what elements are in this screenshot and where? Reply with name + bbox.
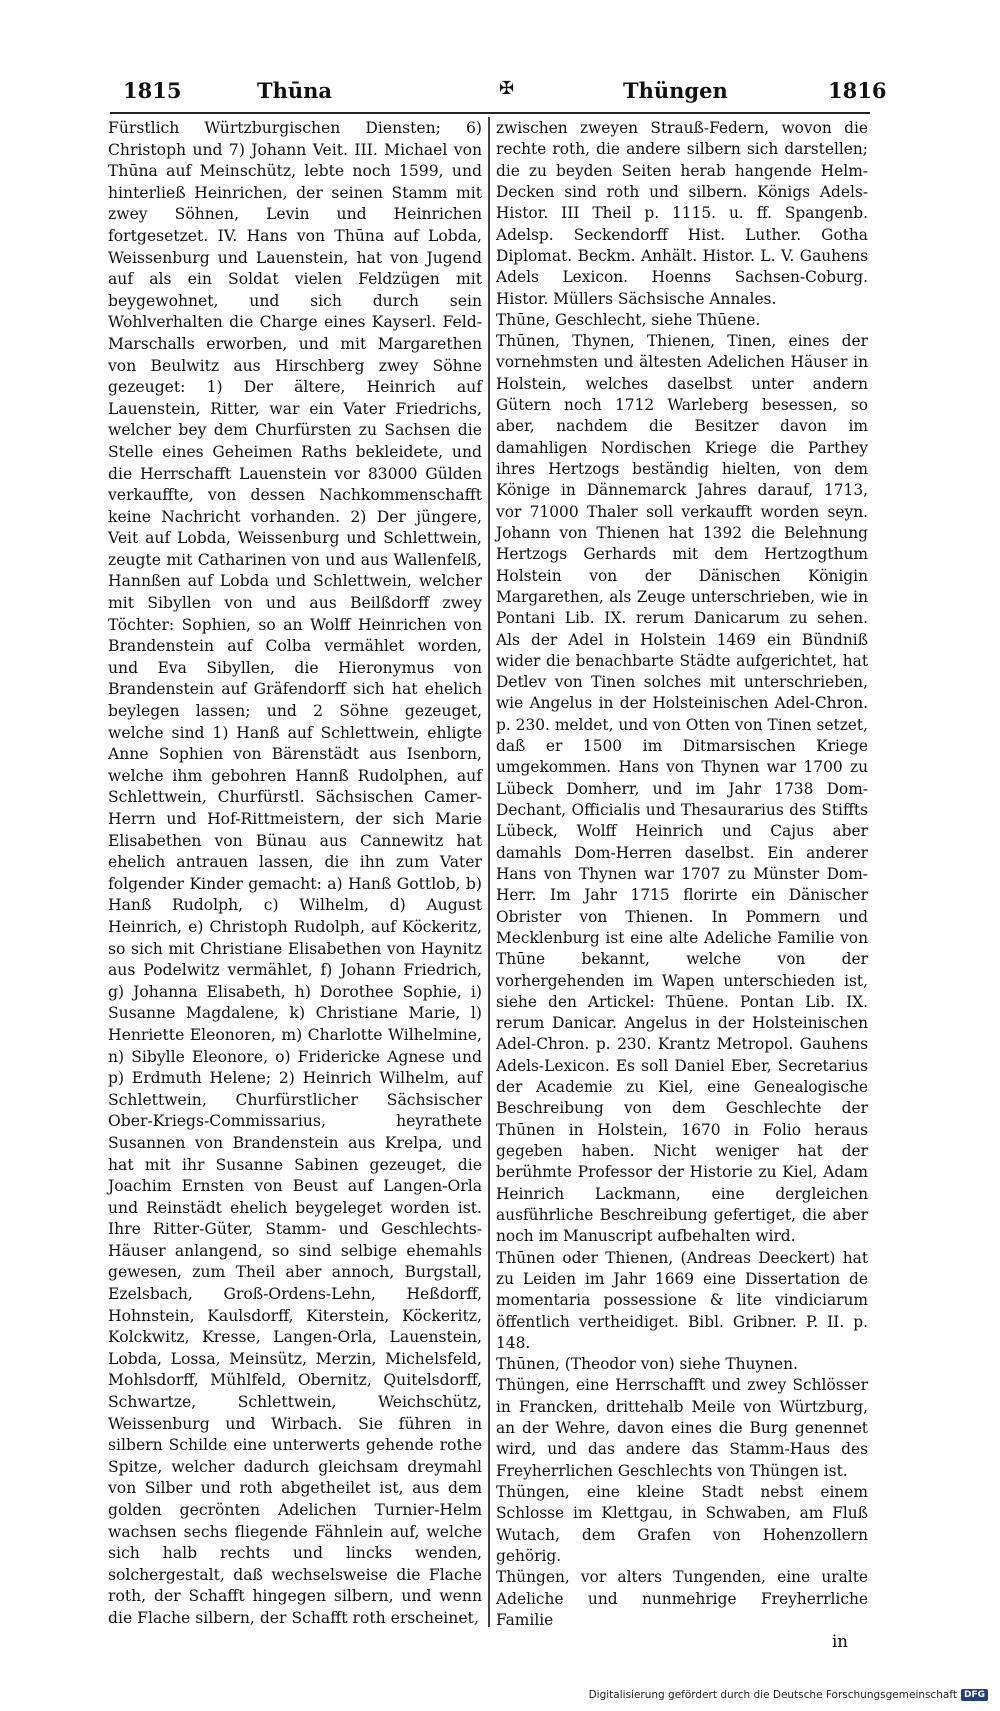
header-ornament-icon: ✠ bbox=[499, 78, 515, 99]
right-column bbox=[496, 118, 868, 1631]
column-divider bbox=[488, 117, 490, 1627]
digitization-footer bbox=[589, 1689, 988, 1701]
dfg-logo-icon: DFG bbox=[961, 1689, 988, 1701]
header-rule bbox=[110, 112, 870, 114]
footer-text: Digitalisierung gefördert durch die Deutsche Forschungsgemeinschaft bbox=[588, 1689, 957, 1701]
entry-paragraph: Thūnen oder Thienen, (Andreas Deeckert) hat zu Leiden im Jahr 1669 eine Dissertation de momentaria possessione & lite vindiciarum öffentlich vertheidiget. Bibl. Gribner. P. II. p. 148. bbox=[496, 1248, 868, 1352]
entry-paragraph: Thüngen, eine Herrschafft und zwey Schlösser in Francken, drittehalb Meile von Würtzburg, an der Wehre, davon eines die Burg genennet wird, und das andere das Stamm-Haus des Freyherrlichen Geschlechts von Thüngen ist. bbox=[496, 1376, 868, 1480]
entry-paragraph: zwischen zweyen Strauß-Federn, wovon die rechte roth, die andere silbern sich darstellen; die zu beyden Seiten herab hangende Helm-Decken sind roth und silbern. Königs Adels-Histor. III Theil p. 1115. u. ff. Spangenb. Adelsp. Seckendorff Hist. Luther. Gotha Diplomat. Beckm. Anhält. Histor. L. V. Gauhens Adels Lexicon. Hoenns Sachsen-Coburg. Histor. Müllers Sächsische Annales. bbox=[496, 119, 868, 308]
left-column-text: Fürstlich Würtzburgischen Diensten; 6) Christoph und 7) Johann Veit. III. Michael von Thūna auf Meinschütz, lebte noch 1599, und hinterließ Heinrichen, der seinen Stamm mit zwey Söhnen, Levin und Heinrichen fortgesetzet. IV. Hans von Thūna auf Lobda, Weissenburg und Lauenstein, hat von Jugend auf als ein Soldat vielen Feldzügen mit beygewohnet, und sich durch sein Wohlverhalten die Charge eines Kayserl. Feld-Marschalls erworben, und mit Margarethen von Beulwitz aus Hirschberg zwey Söhne gezeuget: 1) Der ältere, Heinrich auf Lauenstein, Ritter, war ein Vater Friedrichs, welcher bey dem Churfürsten zu Sachsen die Stelle eines Geheimen Raths bekleidete, und die Herrschafft Lauenstein vor 83000 Gülden verkauffte, von dessen Nachkommenschafft keine Nachricht vorhanden. 2) Der jüngere, Veit auf Lobda, Weissenburg und Schlettwein, zeugte mit Catharinen von und aus Wallenfelß, Hannßen auf Lobda und Schlettwein, welcher mit Sibyllen von und aus Beilßdorff zwey Töchter: Sophien, so an Wolff Heinrichen von Brandenstein auf Colba vermählet worden, und Eva Sibyllen, die Hieronymus von Brandenstein auf Gräfendorff sich hat ehelich beylegen lassen; und 2 Söhne gezeuget, welche sind 1) Hanß auf Schlettwein, ehligte Anne Sophien von Bärenstädt aus Isenborn, welche ihm gebohren Hannß Rudolphen, auf Schlettwein, Churfürstl. Sächsischen Camer-Herrn und Hof-Rittmeistern, der sich Marie Elisabethen von Bünau aus Cannewitz hat ehelich antrauen lassen, die ihn zum Vater folgender Kinder gemacht: a) Hanß Gottlob, b) Hanß Rudolph, c) Wilhelm, d) August Heinrich, e) Christoph Rudolph, auf Köckeritz, so sich mit Christiane Elisabethen von Haynitz aus Podelwitz vermählet, f) Johann Friedrich, g) Johanna Elisabeth, h) Dorothee Sophie, i) Susanne Magdalene, k) Christiane Marie, l) Henriette Eleonoren, m) Charlotte Wilhelmine, n) Sibylle Eleonore, o) Fridericke Agnese und p) Erdmuth Helene; 2) Heinrich Wilhelm, auf Schlettwein, Churfürstlicher Sächsischer Ober-Kriegs-Commissarius, heyrathete Susannen von Brandenstein aus Krelpa, und hat mit ihr Susanne Sabinen gezeuget, die Joachim Ernsten von Beust auf Langen-Orla und Reinstädt ehelich beygeleget worden ist. Ihre Ritter-Güter, Stamm- und Geschlechts-Häuser anlangend, so sind selbige ehemahls gewesen, zum Theil aber annoch, Burgstall, Ezelsbach, Groß-Ordens-Lehn, Heßdorff, Hohnstein, Kaulsdorff, Kiterstein, Köckeritz, Kolckwitz, Kresse, Langen-Orla, Lauenstein, Lobda, Lossa, Meinsütz, Merzin, Michelsfeld, Mohlsdorff, Mühlfeld, Obernitz, Quitelsdorff, Schwartze, Schlettwein, Weichschütz, Weissenburg und Wirbach. Sie führen in silbern Schilde eine unterwerts gehende rothe Spitze, welcher dadurch gleichsam dreymahl von Silber und roth abgetheilet ist, aus dem golden gecrönten Adelichen Turnier-Helm wachsen sechs fliegende Fähnlein auf, welche sich halb rechts und lincks wenden, solchergestalt, daß wechselsweise die Flache roth, der Schafft hingegen silbern, und wenn die Flache silbern, der Schafft roth erscheinet, bbox=[108, 119, 482, 1627]
right-running-title: Thüngen bbox=[623, 78, 728, 103]
entry-paragraph: Thūnen, (Theodor von) siehe Thuynen. bbox=[496, 1355, 798, 1374]
entry-paragraph: Thūne, Geschlecht, siehe Thūene. bbox=[496, 310, 761, 329]
entry-paragraph: Thüngen, vor alters Tungenden, eine uralte Adeliche und nunmehrige Freyherrliche Familie bbox=[496, 1568, 868, 1629]
entry-paragraph: Thūnen, Thynen, Thienen, Tinen, eines der vornehmsten und ältesten Adelichen Häuser in Holstein, welches daselbst unter andern Gütern noch 1712 Warleberg besessen, so aber, nachdem die Besitzer davon im damahligen Nordischen Kriege die Parthey ihres Hertzogs beständig hielten, von dem Könige in Dännemarck Jahres darauf, 1713, vor 71000 Thaler soll verkaufft worden seyn. Johann von Thienen hat 1392 die Belehnung Hertzogs Gerhards mit dem Hertzogthum Holstein von der Dänischen Königin Margarethen, als Zeuge unterschrieben, wie in Pontani Lib. IX. rerum Danicarum zu sehen. Als der Adel in Holstein 1469 ein Bündniß wider die benachbarte Städte aufgerichtet, hat Detlev von Tinen solches mit unterschrieben, wie Angelus in der Holsteinischen Adel-Chron. p. 230. meldet, und von Otten von Tinen setzet, daß er 1500 im Ditmarsischen Kriege umgekommen. Hans von Thynen war 1700 zu Lübeck Domherr, und im Jahr 1738 Dom-Dechant, Officialis und Thesaurarius des Stiffts Lübeck, Wolff Heinrich und Cajus aber damahls Dom-Herren daselbst. Ein anderer Hans von Thynen war 1707 zu Münster Dom-Herr. Im Jahr 1715 florirte ein Dänischer Obrister von Thienen. In Pommern und Mecklenburg ist eine alte Adeliche Familie von Thūne bekannt, welche von der vorhergehenden im Wapen unterschieden ist, siehe den Artickel: Thūene. Pontan Lib. IX. rerum Danicar. Angelus in der Holsteinischen Adel-Chron. p. 230. Krantz Metropol. Gauhens Adels-Lexicon. Es soll Daniel Eber, Secretarius der Academie zu Kiel, eine Genealogische Beschreibung von dem Geschlechte der Thūnen in Holstein, 1670 in Folio heraus gegeben haben. Nicht weniger hat der berühmte Professor der Historie zu Kiel, Adam Heinrich Lackmann, eine dergleichen ausführliche Beschreibung gefertiget, die aber noch im Manuscript aufbehalten wird. bbox=[496, 332, 868, 1246]
right-page-number: 1816 bbox=[828, 78, 887, 103]
left-page-number: 1815 bbox=[123, 78, 182, 103]
catchword: in bbox=[832, 1632, 848, 1651]
entry-paragraph: Thüngen, eine kleine Stadt nebst einem Schlosse im Klettgau, in Schwaben, am Fluß Wutach, dem Grafen von Hohenzollern gehörig. bbox=[496, 1483, 868, 1565]
page-header bbox=[95, 78, 887, 112]
left-column bbox=[108, 118, 482, 1630]
left-running-title: Thūna bbox=[257, 78, 333, 103]
